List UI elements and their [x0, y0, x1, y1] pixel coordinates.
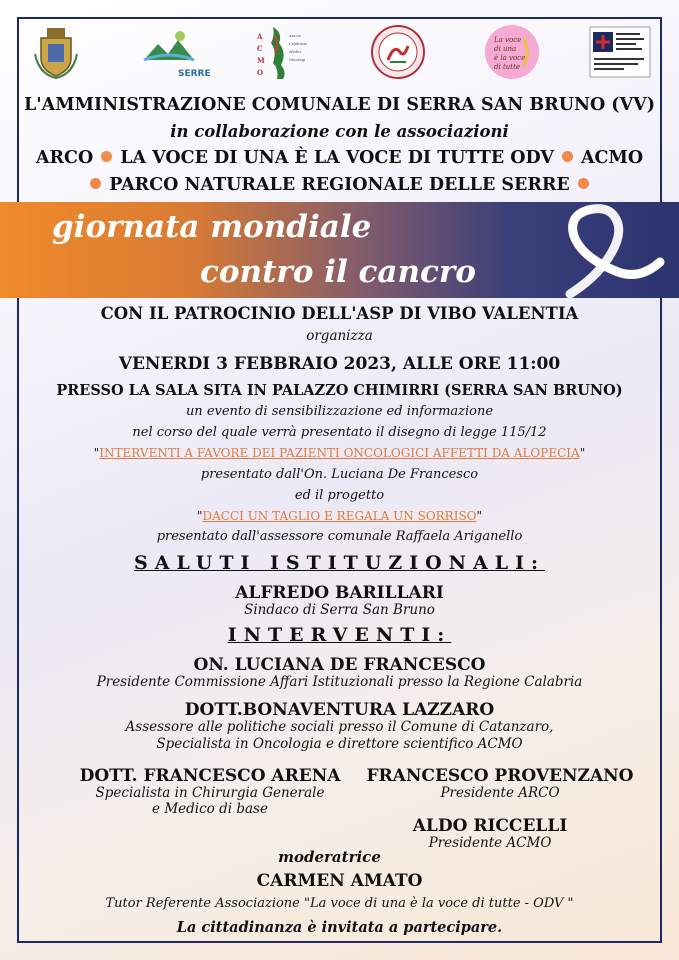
moderator-name: CARMEN AMATO [256, 871, 423, 891]
speaker-2-name: DOTT.BONAVENTURA LAZZARO [184, 700, 495, 720]
svg-text:O: O [257, 68, 264, 77]
svg-text:Calabrese: Calabrese [289, 42, 308, 46]
svg-text:di tutte: di tutte [494, 63, 521, 71]
svg-text:è la voce: è la voce [494, 54, 526, 62]
svg-text:Medici: Medici [289, 50, 302, 54]
project-title-line: "DACCI UN TAGLIO E REGALA UN SORRISO" [196, 509, 483, 523]
arco-round-logo [372, 24, 424, 80]
svg-text:M: M [257, 56, 265, 65]
orange-bullet-icon [101, 151, 112, 162]
awareness-ribbon-icon [548, 206, 666, 298]
svg-text:A: A [257, 32, 263, 41]
svg-text:Oncologi: Oncologi [289, 58, 306, 62]
logos-row [0, 24, 679, 88]
associations-line [0, 148, 679, 168]
speaker-2-role-2: Specialista in Oncologia e direttore scientifico ACMO [156, 736, 523, 752]
project-presenter: presentato dall'assessore comunale Raffaela Ariganello [156, 529, 523, 544]
association-arco: ARCO [35, 148, 94, 168]
acmo-logo [255, 24, 307, 80]
interventi-heading: INTERVENTI: [227, 624, 452, 646]
speaker-3-role-1: Specialista in Chirurgia Generale [95, 785, 325, 801]
saluti-role: Sindaco di Serra San Bruno [244, 602, 435, 618]
municipality-crest-logo [30, 24, 82, 80]
orange-bullet-icon [90, 178, 101, 189]
speaker-5-name: ALDO RICCELLI [412, 816, 568, 836]
la-voce-logo [484, 24, 540, 80]
organizza-label: organizza [306, 328, 373, 344]
associazione-badge-logo [588, 24, 652, 80]
orange-bullet-icon [578, 178, 589, 189]
closing-invitation: La cittadinanza è invitata a partecipare. [176, 919, 503, 936]
speaker-3-name: DOTT. FRANCESCO ARENA [79, 766, 341, 786]
svg-text:C: C [257, 44, 263, 53]
speaker-1-role: Presidente Commissione Affari Istituzionali presso la Regione Calabria [96, 674, 583, 690]
speaker-2-role-1: Assessore alle politiche sociali presso il Comune di Catanzaro, [125, 719, 554, 735]
saluti-heading: SALUTI ISTITUZIONALI: [133, 552, 545, 574]
svg-text:di una: di una [494, 45, 517, 53]
association-acmo: ACMO [580, 148, 644, 168]
speaker-3-role-2: e Medico di base [152, 801, 268, 817]
speaker-5-block [400, 816, 580, 851]
orange-bullet-icon [562, 151, 573, 162]
svg-text:Ass.ne: Ass.ne [289, 34, 301, 38]
parco-serre-logo [140, 24, 211, 80]
banner-title-line1: giornata mondiale [52, 209, 372, 245]
speaker-4-name: FRANCESCO PROVENZANO [366, 766, 634, 786]
svg-text:La voce: La voce [494, 36, 522, 44]
speaker-1-name: ON. LUCIANA DE FRANCESCO [193, 655, 486, 675]
banner-title-line2: contro il cancro [200, 254, 476, 290]
organizer-title: L'AMMINISTRAZIONE COMUNALE DI SERRA SAN BRUNO (VV) [23, 95, 656, 115]
speaker-3-block [60, 766, 360, 817]
speaker-4-block [360, 766, 640, 801]
speaker-4-role: Presidente ARCO [440, 785, 560, 801]
moderator-label: moderatrice [278, 848, 381, 866]
speaker-5-role: Presidente ACMO [428, 835, 552, 851]
event-date: VENERDI 3 FEBBRAIO 2023, ALLE ORE 11:00 [118, 354, 561, 374]
event-place: PRESSO LA SALA SITA IN PALAZZO CHIMIRRI (SERRA SAN BRUNO) [56, 382, 623, 399]
collaboration-line: in collaborazione con le associazioni [170, 122, 509, 141]
event-description-1: un evento di sensibilizzazione ed informazione [185, 404, 494, 419]
svg-text:SERRE: SERRE [178, 69, 211, 79]
association-parco: PARCO NATURALE REGIONALE DELLE SERRE [109, 175, 570, 195]
law-title-line: "INTERVENTI A FAVORE DEI PAZIENTI ONCOLOGICI AFFETTI DA ALOPECIA" [93, 446, 586, 460]
event-description-2: nel corso del quale verrà presentato il disegno di legge 115/12 [132, 425, 547, 440]
patronage-line: CON IL PATROCINIO DELL'ASP DI VIBO VALENTIA [100, 304, 579, 323]
project-title: DACCI UN TAGLIO E REGALA UN SORRISO [202, 509, 477, 523]
saluti-name: ALFREDO BARILLARI [235, 583, 444, 603]
moderator-role: Tutor Referente Associazione "La voce di una è la voce di tutte - ODV " [105, 896, 574, 911]
project-intro: ed il progetto [294, 488, 385, 503]
law-presenter: presentato dall'On. Luciana De Francesco [200, 467, 479, 482]
law-title: INTERVENTI A FAVORE DEI PAZIENTI ONCOLOGICI AFFETTI DA ALOPECIA [99, 446, 580, 460]
park-line [0, 175, 679, 195]
association-la-voce: LA VOCE DI UNA È LA VOCE DI TUTTE ODV [120, 148, 554, 168]
